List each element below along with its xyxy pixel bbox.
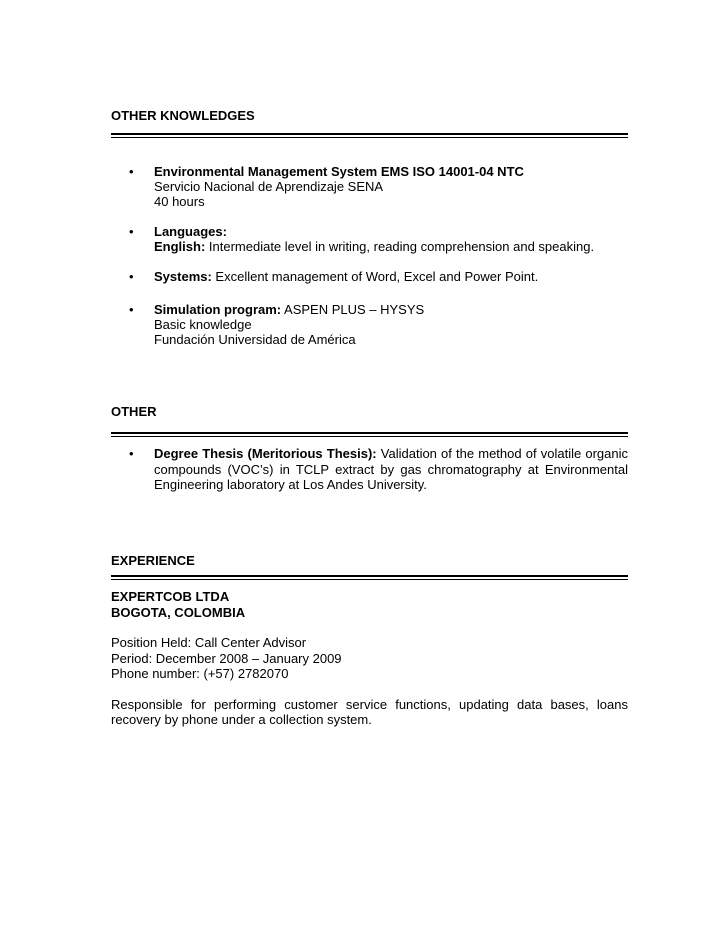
section-title-experience: EXPERIENCE <box>111 553 195 568</box>
thesis-line-2: compounds (VOC’s) in TCLP extract by gas chromatography at Environmental <box>154 462 628 477</box>
thesis-label: Degree Thesis (Meritorious Thesis): <box>154 446 377 461</box>
employment-period: Period: December 2008 – January 2009 <box>111 651 342 666</box>
simulation-institution: Fundación Universidad de América <box>154 332 356 347</box>
company-location: BOGOTA, COLOMBIA <box>111 605 246 620</box>
ems-heading: Environmental Management System EMS ISO 14001-04 NTC <box>154 164 524 179</box>
systems-item <box>154 269 538 284</box>
bullet-icon: • <box>129 302 134 317</box>
ems-institution: Servicio Nacional de Aprendizaje SENA <box>154 179 384 194</box>
section-title-other: OTHER <box>111 404 157 419</box>
experience-description-line-2: recovery by phone under a collection system. <box>111 712 372 727</box>
section-divider <box>111 133 628 138</box>
ems-hours: 40 hours <box>154 194 205 209</box>
simulation-label: Simulation program: <box>154 302 282 317</box>
systems-text: Excellent management of Word, Excel and Power Point. <box>211 269 539 284</box>
bullet-icon: • <box>129 446 134 461</box>
english-text: Intermediate level in writing, reading comprehension and speaking. <box>205 239 595 254</box>
simulation-level: Basic knowledge <box>154 317 252 332</box>
thesis-text: Validation of the method of volatile organic <box>376 446 628 461</box>
simulation-item <box>154 302 424 317</box>
phone-number: Phone number: (+57) 2782070 <box>111 666 289 681</box>
company-name: EXPERTCOB LTDA <box>111 589 230 604</box>
thesis-line-3: Engineering laboratory at Los Andes University. <box>154 477 427 492</box>
bullet-icon: • <box>129 164 134 179</box>
experience-description-line-1: Responsible for performing customer service functions, updating data bases, loans <box>111 697 628 712</box>
section-divider <box>111 432 628 437</box>
section-divider <box>111 575 628 580</box>
position-held: Position Held: Call Center Advisor <box>111 635 307 650</box>
languages-heading: Languages: <box>154 224 227 239</box>
simulation-text: ASPEN PLUS – HYSYS <box>281 302 425 317</box>
bullet-icon: • <box>129 269 134 284</box>
languages-english <box>154 239 594 254</box>
systems-label: Systems: <box>154 269 212 284</box>
english-label: English: <box>154 239 206 254</box>
thesis-line-1 <box>154 446 628 461</box>
bullet-icon: • <box>129 224 134 239</box>
section-title-other-knowledges: OTHER KNOWLEDGES <box>111 108 255 123</box>
